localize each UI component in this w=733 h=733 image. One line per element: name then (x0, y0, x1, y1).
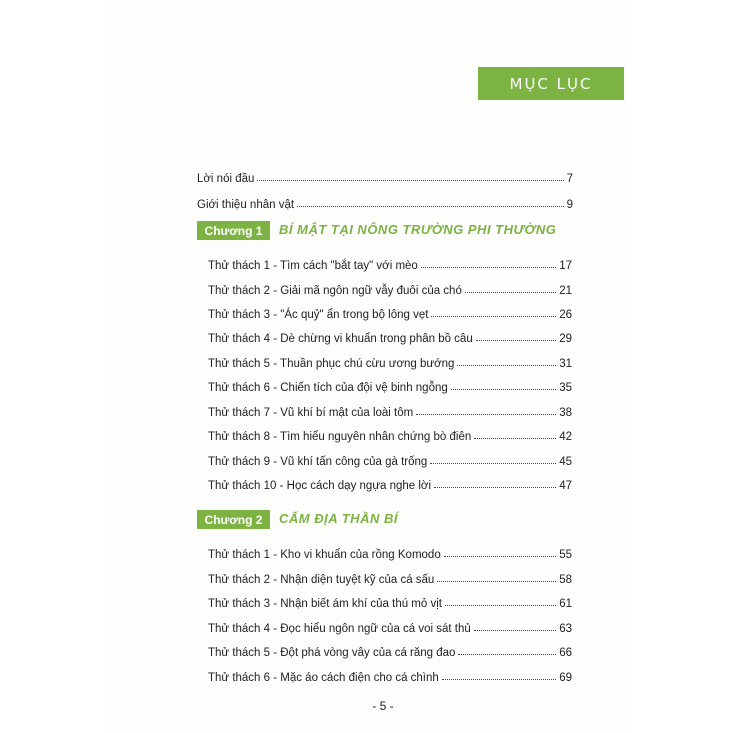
entry-title: Thử thách 4 - Dè chừng vi khuẩn trong phân bồ câu (208, 333, 473, 345)
leader-dots (431, 316, 556, 317)
entry-title: Thử thách 5 - Thuần phục chú cừu ương bướng (208, 358, 455, 370)
entry-title: Thử thách 3 - "Ác quỷ" ẩn trong bộ lông vẹt (208, 309, 429, 321)
leader-dots (457, 365, 556, 366)
leader-dots (451, 389, 556, 390)
toc-entry (208, 617, 572, 635)
toc-heading: MỤC LỤC (478, 67, 624, 100)
leader-dots (434, 487, 556, 488)
leader-dots (474, 438, 556, 439)
toc-entry (208, 376, 572, 394)
entry-title: Thử thách 1 - Tìm cách "bắt tay" với mèo (208, 260, 418, 272)
toc-entry (208, 254, 572, 272)
entry-page: 61 (559, 598, 572, 610)
toc-entry (208, 641, 572, 659)
entry-page: 17 (559, 260, 572, 272)
toc-entry (208, 401, 572, 419)
entry-page: 29 (559, 333, 572, 345)
toc-entry (208, 352, 572, 370)
toc-entry (208, 279, 572, 297)
entry-title: Thử thách 4 - Đọc hiểu ngôn ngữ của cá voi sát thủ (208, 623, 471, 635)
leader-dots (445, 605, 556, 606)
toc-entry (208, 327, 572, 345)
entry-page: 35 (559, 382, 572, 394)
chapter-2-title: CẤM ĐỊA THẦN BÍ (279, 511, 398, 526)
toc-entry (208, 425, 572, 443)
entry-page: 69 (559, 672, 572, 684)
entry-title: Thử thách 6 - Chiến tích của đội vệ binh ngỗng (208, 382, 448, 394)
entry-title: Giới thiệu nhân vật (197, 199, 295, 211)
page-number: - 5 - (372, 699, 394, 713)
toc-entry (208, 592, 572, 610)
toc-entry (208, 543, 572, 561)
leader-dots (458, 654, 556, 655)
entry-title: Lời nói đầu (197, 173, 255, 185)
toc-entry (208, 303, 572, 321)
entry-title: Thử thách 8 - Tìm hiểu nguyên nhân chứng bò điên (208, 431, 472, 443)
entry-page: 55 (559, 549, 572, 561)
entry-title: Thử thách 6 - Mặc áo cách điện cho cá chình (208, 672, 439, 684)
leader-dots (465, 292, 556, 293)
entry-title: Thử thách 7 - Vũ khí bí mật của loài tôm (208, 407, 414, 419)
leader-dots (421, 267, 556, 268)
entry-title: Thử thách 2 - Giải mã ngôn ngữ vẫy đuôi của chó (208, 285, 462, 297)
chapter-2-label: Chương 2 (197, 510, 270, 529)
toc-entry-intro-1 (197, 193, 573, 211)
entry-page: 21 (559, 285, 572, 297)
leader-dots (257, 180, 563, 181)
leader-dots (476, 340, 556, 341)
leader-dots (444, 556, 556, 557)
entry-page: 38 (559, 407, 572, 419)
entry-page: 26 (559, 309, 572, 321)
leader-dots (297, 206, 564, 207)
entry-page: 9 (566, 199, 573, 211)
leader-dots (442, 679, 556, 680)
toc-entry (208, 666, 572, 684)
toc-entry-intro-0 (197, 167, 573, 185)
entry-title: Thử thách 2 - Nhận diện tuyệt kỹ của cá sấu (208, 574, 435, 586)
entry-title: Thử thách 9 - Vũ khí tấn công của gà trống (208, 456, 428, 468)
leader-dots (437, 581, 556, 582)
entry-page: 58 (559, 574, 572, 586)
entry-page: 7 (566, 173, 573, 185)
leader-dots (430, 463, 556, 464)
toc-entry (208, 568, 572, 586)
entry-page: 45 (559, 456, 572, 468)
entry-title: Thử thách 3 - Nhận biết ám khí của thú mỏ vịt (208, 598, 442, 610)
entry-page: 42 (559, 431, 572, 443)
entry-page: 31 (559, 358, 572, 370)
chapter-1-label: Chương 1 (197, 221, 270, 240)
leader-dots (474, 630, 556, 631)
entry-title: Thử thách 1 - Kho vi khuẩn của rồng Komodo (208, 549, 441, 561)
toc-entry (208, 450, 572, 468)
entry-page: 63 (559, 623, 572, 635)
entry-page: 47 (559, 480, 572, 492)
entry-title: Thử thách 10 - Học cách dạy ngựa nghe lời (208, 480, 432, 492)
entry-title: Thử thách 5 - Đột phá vòng vây của cá răng đao (208, 647, 456, 659)
chapter-1-title: BÍ MẬT TẠI NÔNG TRƯỜNG PHI THƯỜNG (279, 222, 557, 237)
entry-page: 66 (559, 647, 572, 659)
leader-dots (416, 414, 556, 415)
toc-entry (208, 474, 572, 492)
